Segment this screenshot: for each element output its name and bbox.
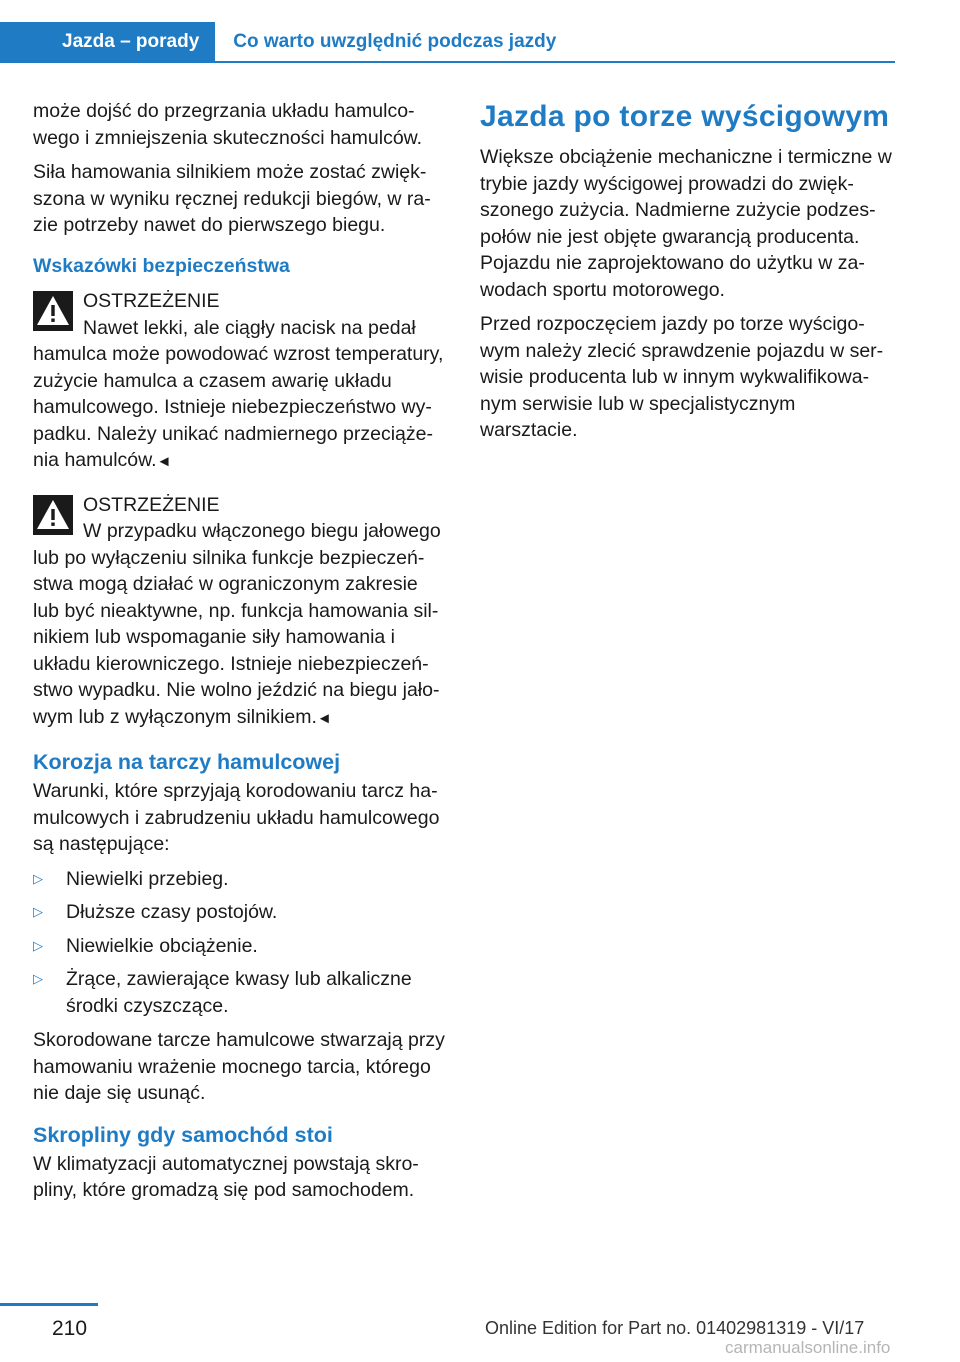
- warning-title-1: OSTRZEŻENIE: [83, 290, 220, 312]
- end-marker-2: ◄: [316, 709, 332, 727]
- bullet-triangle-icon: ▷: [33, 971, 43, 986]
- warning-text-1: Nawet lekki, ale ciągły nacisk na pedał hamulca może powodować wzrost temperatury, zużycie hamulca a czasem awarię układu hamulcowego. Istnieje niebezpieczeństwo wypadku. Należy unikać nadmiernego przeciążenia hamulców.: [33, 316, 444, 471]
- end-marker-1: ◄: [156, 453, 172, 470]
- right-column: [480, 98, 896, 452]
- warning-title-2: OSTRZEŻENIE: [83, 493, 220, 516]
- corrosion-heading: Korozja na tarczy hamulcowej: [33, 750, 341, 774]
- watermark: carmanualsonline.info: [725, 1338, 891, 1357]
- subsection-tab: Co warto uwzględnić podczas jazdy: [233, 31, 557, 52]
- warning-block-2: [33, 492, 449, 733]
- corrosion-outro: Skorodowane tarcze hamulcowe stwarzają przy hamowaniu wrażenie mocnego tarcia, którego nie daje się usunąć.: [33, 1029, 445, 1104]
- condensate-heading: Skropliny gdy samochód stoi: [33, 1122, 333, 1147]
- bullet-triangle-icon: ▷: [33, 904, 43, 919]
- footer-rule: [0, 1303, 98, 1306]
- bullet-triangle-icon: ▷: [33, 870, 43, 886]
- safety-heading: Wskazówki bezpieczeństwa: [33, 254, 290, 277]
- edition-note: Online Edition for Part no. 01402981319 - VI/17: [485, 1318, 865, 1338]
- bullet-triangle-icon: ▷: [33, 937, 43, 953]
- racetrack-paragraph-2: Przed rozpoczęciem jazdy po torze wyścigowym należy zlecić sprawdzenie pojazdu w serwisie producenta lub w innym wykwalifikowanym serwisie lub w specjalistycznym warsztacie.: [480, 313, 884, 441]
- list-item: ▷ Niewielki przebieg.: [33, 866, 449, 893]
- racetrack-heading: Jazda po torze wyścigowym: [480, 100, 890, 133]
- list-item: ▷ Dłuższe czasy postojów.: [33, 899, 449, 926]
- intro-paragraph-2: Siła hamowania silnikiem może zostać zwiększona w wyniku ręcznej redukcji biegów, w razie potrzeby nawet do pierwszego biegu.: [33, 161, 431, 236]
- intro-paragraph-1: może dojść do przegrzania układu hamulcowego i zmniejszenia skuteczności hamulców.: [33, 100, 423, 149]
- list-item: ▷ Żrące, zawierające kwasy lub alkaliczne środki czyszczące.: [33, 968, 412, 1017]
- warning-triangle-icon: [33, 291, 73, 331]
- warning-block-1: [33, 288, 449, 476]
- corrosion-intro: Warunki, które sprzyjają korodowaniu tarcz hamulcowych i zabrudzeniu układu hamulcowego są następujące:: [33, 780, 440, 855]
- page-number: 210: [52, 1317, 88, 1340]
- warning-triangle-icon: [33, 495, 73, 535]
- warning-text-2: W przypadku włączonego biegu jałowego lub po wyłączeniu silnika funkcje bezpieczeństwa mogą działać w ograniczonym zakresie lub być nieaktywne, np. funkcja hamowania silnikiem lub wspomaganie siły hamowania i układu kierowniczego. Istnieje niebezpieczeństwo wypadku. Nie wolno jeździć na biegu jałowym lub z wyłączonym silnikiem.: [33, 520, 441, 728]
- corrosion-list: [33, 866, 449, 1020]
- header-rule: [0, 61, 895, 63]
- list-item: ▷ Niewielkie obciążenie.: [33, 933, 449, 960]
- racetrack-paragraph-1: Większe obciążenie mechaniczne i termiczne w trybie jazdy wyścigowej prowadzi do zwiększonego zużycia. Nadmierne zużycie podzespołów nie jest objęte gwarancją producenta. Pojazdu nie zaprojektowano do użytku w zawodach sportu motorowego.: [480, 146, 892, 301]
- condensate-text: W klimatyzacji automatycznej powstają skropliny, które gromadzą się pod samochodem.: [33, 1152, 419, 1201]
- section-tab: Jazda – porady: [0, 22, 215, 62]
- left-column: [33, 98, 449, 1212]
- header-tabs: [0, 22, 574, 62]
